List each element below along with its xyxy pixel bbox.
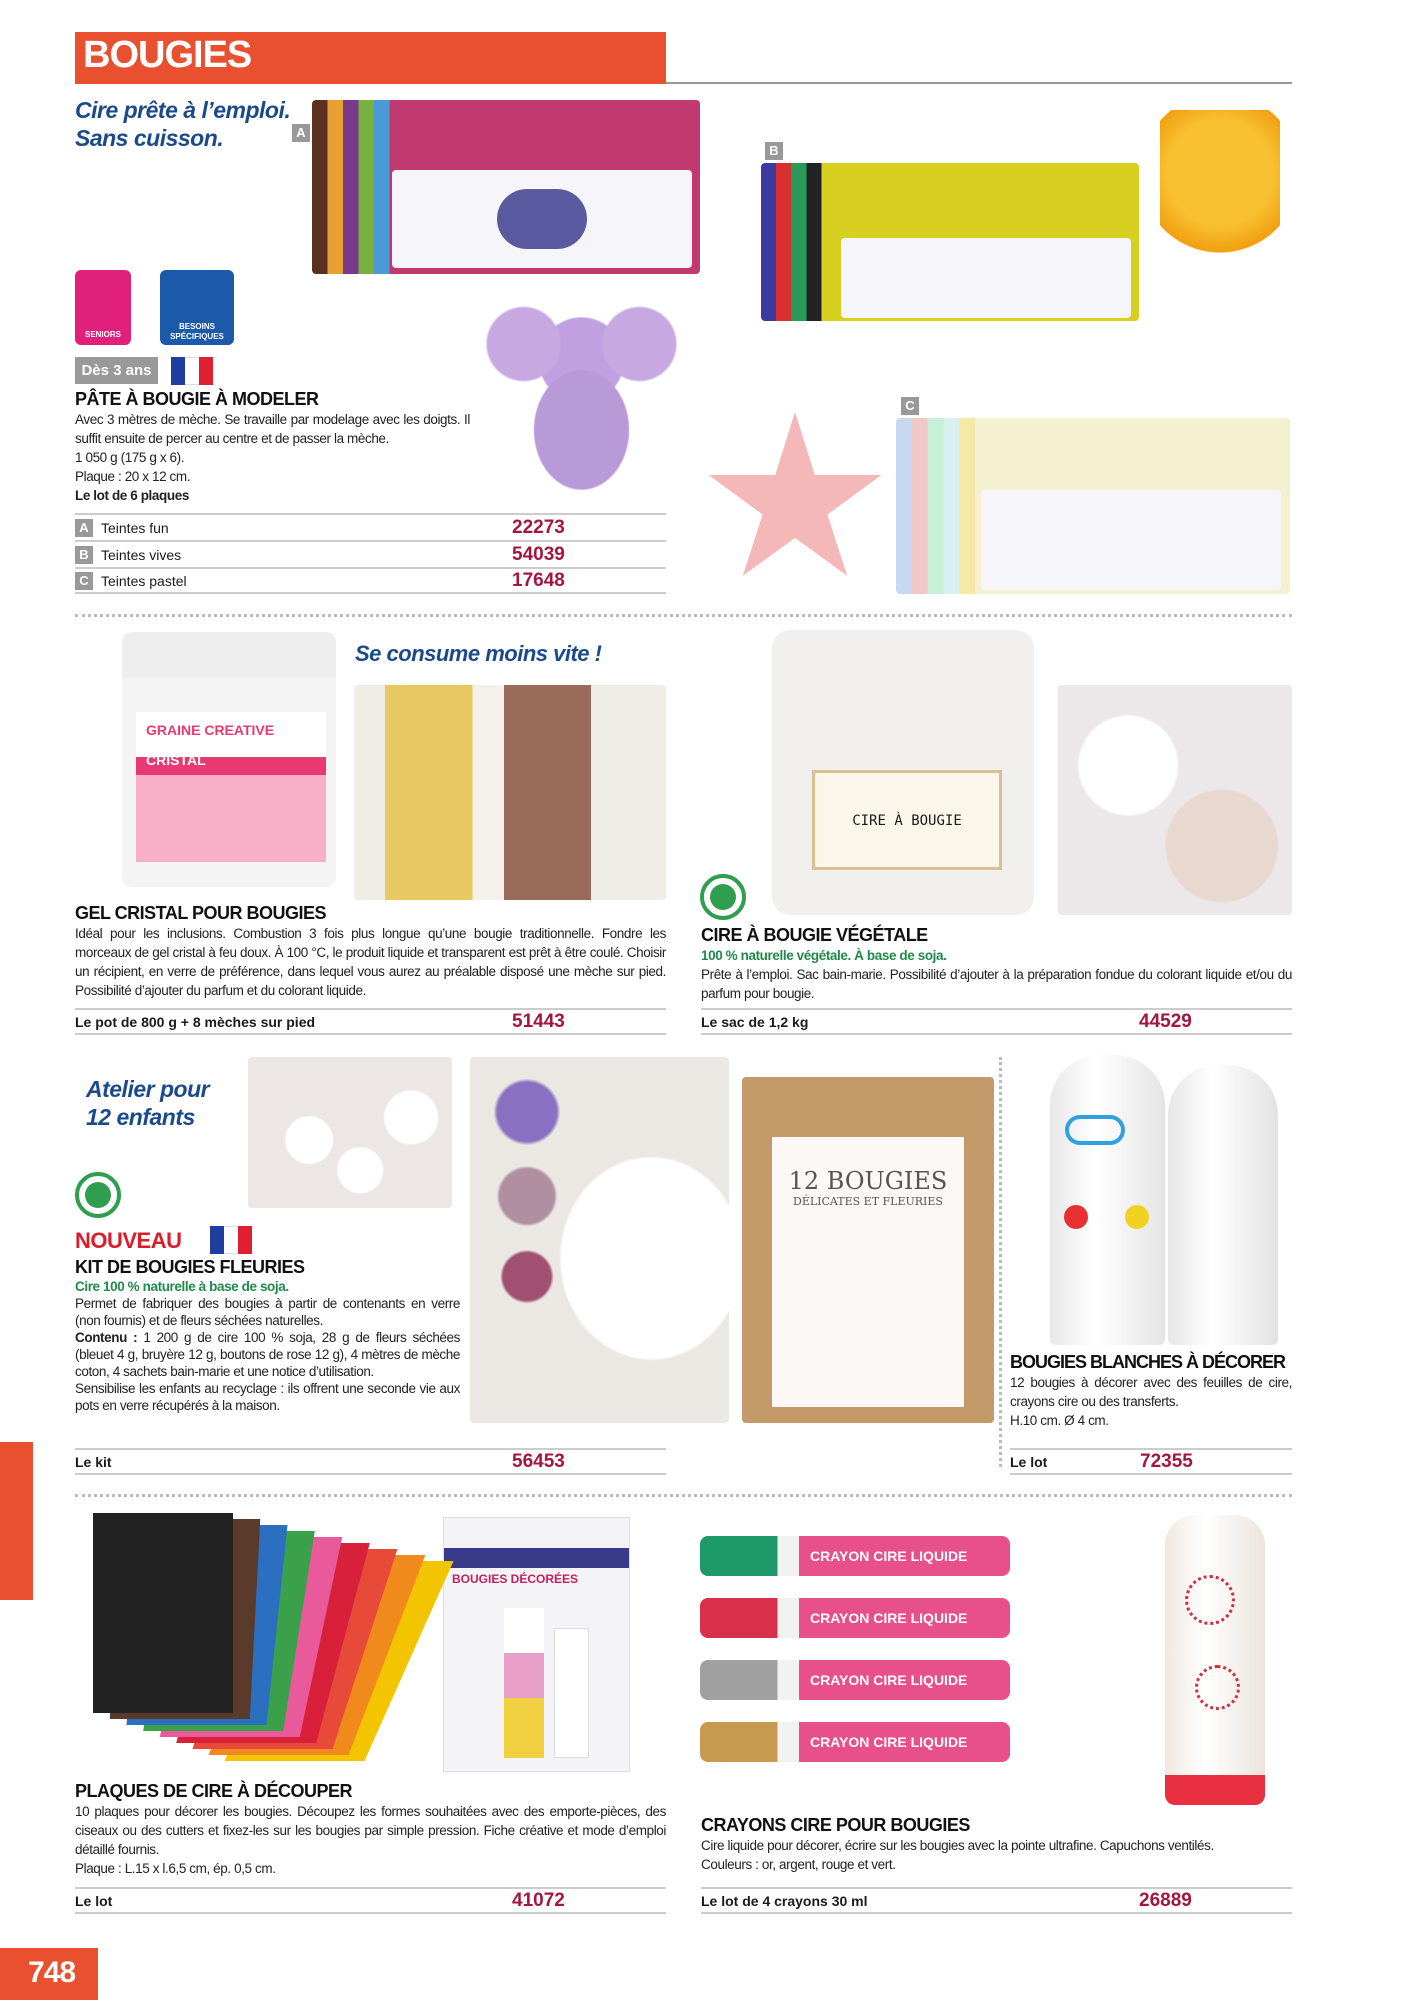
product-title: BOUGIES BLANCHES À DÉCORER (1010, 1352, 1286, 1372)
variant-label: Teintes vives (101, 546, 182, 563)
crayons-order-row[interactable] (701, 1887, 1292, 1914)
pen-label: CRAYON CIRE LIQUIDE (810, 1734, 968, 1750)
product-code: 54039 (512, 543, 565, 565)
vertical-separator (999, 1057, 1002, 1467)
pate-variants (75, 513, 666, 594)
product-code: 51443 (512, 1010, 565, 1032)
product-lot: Le lot de 6 plaques (75, 488, 189, 503)
wax-pen (700, 1660, 1010, 1700)
order-label: Le kit (75, 1453, 112, 1470)
cire-order-row[interactable] (701, 1008, 1292, 1035)
order-label: Le lot (75, 1892, 113, 1909)
seniors-badge (75, 270, 131, 345)
pen-label: CRAYON CIRE LIQUIDE (810, 1672, 968, 1688)
variant-row[interactable] (75, 540, 666, 567)
pate-block (75, 389, 470, 505)
product-title: PÂTE À BOUGIE À MODELER (75, 389, 319, 409)
product-highlight: 100 % naturelle végétale. À base de soja. (701, 948, 947, 963)
separator (75, 1494, 1292, 1497)
product-image-pastel-wax (896, 418, 1290, 594)
order-label: Le pot de 800 g + 8 mèches sur pied (75, 1013, 316, 1030)
order-label: Le lot de 4 crayons 30 ml (701, 1892, 868, 1909)
pen-label: CRAYON CIRE LIQUIDE (810, 1610, 968, 1626)
section-title: BOUGIES (75, 32, 666, 84)
wax-bag-image (772, 630, 1034, 915)
variant-row[interactable] (75, 567, 666, 594)
order-label: Le lot (1010, 1453, 1048, 1470)
box-title: 12 BOUGIES (788, 1167, 948, 1195)
contents-label: Contenu : (75, 1330, 138, 1345)
order-label: Le sac de 1,2 kg (701, 1013, 809, 1030)
plaques-order-row[interactable] (75, 1887, 666, 1914)
product-size: H.10 cm. Ø 4 cm. (1010, 1413, 1109, 1428)
variant-letter: C (75, 572, 93, 590)
page-number: 748 (0, 1948, 98, 2000)
product-desc-2: Sensibilise les enfants au recyclage : ils offrent une seconde vie aux pots en verre récupérés à la maison. (75, 1381, 460, 1413)
kit-ingredients-photo (470, 1057, 729, 1423)
separator (75, 614, 1292, 617)
decorated-candle-image (1050, 1055, 1165, 1345)
bag-label: CIRE À BOUGIE (812, 770, 1002, 870)
seniors-badge-label: SENIORS (84, 330, 121, 339)
product-desc: Permet de fabriquer des bougies à partir de contenants en verre (non fournis) et de fleurs séchées naturelles. (75, 1296, 460, 1328)
wax-sheets-image (93, 1505, 433, 1770)
product-code: 72355 (1140, 1450, 1193, 1472)
product-weight: 1 050 g (175 g x 6). (75, 450, 185, 465)
product-colors: Couleurs : or, argent, rouge et vert. (701, 1857, 896, 1872)
fiche-title: BOUGIES DÉCORÉES (452, 1572, 579, 1586)
variant-letter: B (75, 546, 93, 564)
product-title: PLAQUES DE CIRE À DÉCOUPER (75, 1781, 353, 1801)
box-subtitle: DÉLICATES ET FLEURIES (793, 1195, 943, 1208)
new-badge: NOUVEAU (75, 1228, 182, 1253)
cire-block (701, 925, 1292, 1003)
product-size: Plaque : L.15 x l.6,5 cm, ép. 0,5 cm. (75, 1861, 276, 1876)
gel-jar-image (122, 632, 336, 887)
product-title: CRAYONS CIRE POUR BOUGIES (701, 1815, 970, 1835)
variant-row[interactable] (75, 513, 666, 540)
product-title: GEL CRISTAL POUR BOUGIES (75, 903, 327, 923)
blanches-order-row[interactable] (1010, 1448, 1292, 1475)
product-contents (75, 1329, 460, 1380)
product-desc: 12 bougies à décorer avec des feuilles de cire, crayons cire ou des transferts. (1010, 1375, 1292, 1409)
creative-sheet-image (443, 1517, 630, 1772)
pen-label: CRAYON CIRE LIQUIDE (810, 1548, 968, 1564)
special-needs-badge (160, 270, 234, 345)
kit-block (75, 1257, 460, 1414)
product-size: Plaque : 20 x 12 cm. (75, 469, 191, 484)
gel-tagline: Se consume moins vite ! (355, 641, 602, 666)
kit-order-row[interactable] (75, 1448, 666, 1475)
product-code: 56453 (512, 1450, 565, 1472)
variant-label: Teintes pastel (101, 572, 187, 589)
wax-pen (700, 1536, 1010, 1576)
product-desc: Idéal pour les inclusions. Combustion 3 fois plus longue qu’une bougie traditionnelle. Fondre les morceaux de gel cristal à feu doux. À 100 °C, le produit liquide et transparent est prêt à être coulé. Choisir un récipient, en verre de préférence, dans lequel vous aurez au préalable disposé une mèche sur pied. Possibilité d’ajouter du parfum et du colorant liquide. (75, 926, 666, 998)
product-desc: Avec 3 mètres de mèche. Se travaille par modelage avec les doigts. Il suffit ensuite de percer au centre et de passer la mèche. (75, 412, 470, 446)
image-label-c: C (901, 397, 919, 415)
product-code: 44529 (1139, 1010, 1192, 1032)
tagline-line-1: Cire prête à l’emploi. (75, 97, 291, 123)
product-code: 41072 (512, 1889, 565, 1911)
tagline-line-2: 12 enfants (86, 1104, 195, 1130)
gel-block (75, 903, 666, 1000)
french-flag-icon (210, 1226, 252, 1254)
crayons-block (701, 1815, 1292, 1874)
tagline-line-1: Atelier pour (86, 1076, 210, 1102)
blanches-block (1010, 1352, 1292, 1430)
gel-jars-photo (354, 685, 666, 900)
jar-label: CRISTAL (146, 752, 206, 768)
header-rule (666, 82, 1292, 84)
product-title: KIT DE BOUGIES FLEURIES (75, 1257, 305, 1277)
product-title: CIRE À BOUGIE VÉGÉTALE (701, 925, 928, 945)
tagline (75, 96, 290, 152)
white-candle-image (1168, 1065, 1278, 1345)
tagline-line-2: Sans cuisson. (75, 125, 224, 151)
contents-text: 1 200 g de cire 100 % soja, 28 g de fleurs séchées (bleuet 4 g, bruyère 12 g, boutons de rose 12 g), 4 mètres de mèche coton, 4 sachets bain-marie et une notice d’utilisation. (75, 1330, 460, 1379)
kit-box-image (742, 1077, 994, 1423)
giraffe-candle-image (1160, 110, 1280, 290)
product-desc: 10 plaques pour décorer les bougies. Découpez les formes souhaitées avec des emporte-pièces, des ciseaux ou des cutters et fixez-les sur les bougies par simple pression. Fiche créative et mode d’emploi détaillé fournis. (75, 1804, 666, 1857)
section-tab (0, 1442, 33, 1600)
variant-letter: A (75, 519, 93, 537)
product-code: 17648 (512, 569, 565, 591)
image-label-a: A (292, 124, 310, 142)
wax-pens-image (700, 1530, 1110, 1795)
wax-pen (700, 1722, 1010, 1762)
variant-label: Teintes fun (101, 519, 169, 536)
koala-candle-image (478, 300, 685, 500)
wax-sheet (93, 1513, 233, 1713)
product-image-vivid-wax (761, 163, 1139, 321)
badge-line-2: SPÉCIFIQUES (170, 332, 224, 341)
jar-brand: GRAINE CREATIVE (146, 722, 275, 738)
product-image-fun-wax (312, 100, 700, 274)
painted-candle-image (1165, 1515, 1265, 1805)
eco-tree-icon (75, 1172, 121, 1218)
gel-order-row[interactable] (75, 1008, 666, 1035)
badge-line-1: BESOINS (178, 322, 215, 331)
kit-tagline (86, 1075, 209, 1131)
flower-candles-photo (248, 1057, 452, 1208)
product-code: 26889 (1139, 1889, 1192, 1911)
product-highlight: Cire 100 % naturelle à base de soja. (75, 1279, 289, 1294)
product-desc: Cire liquide pour décorer, écrire sur les bougies avec la pointe ultrafine. Capuchons ventilés. (701, 1838, 1214, 1853)
product-code: 22273 (512, 516, 565, 538)
plaques-block (75, 1781, 666, 1878)
eco-tree-icon (700, 874, 746, 920)
image-label-b: B (765, 142, 783, 160)
star-candle-image (705, 412, 885, 592)
wax-pen (700, 1598, 1010, 1638)
soy-candles-photo (1058, 685, 1292, 915)
product-desc: Prête à l’emploi. Sac bain-marie. Possibilité d’ajouter à la préparation fondue du colorant liquide et/ou du parfum pour bougie. (701, 967, 1292, 1001)
age-badge: Dès 3 ans (75, 357, 158, 384)
french-flag-icon (171, 357, 213, 385)
